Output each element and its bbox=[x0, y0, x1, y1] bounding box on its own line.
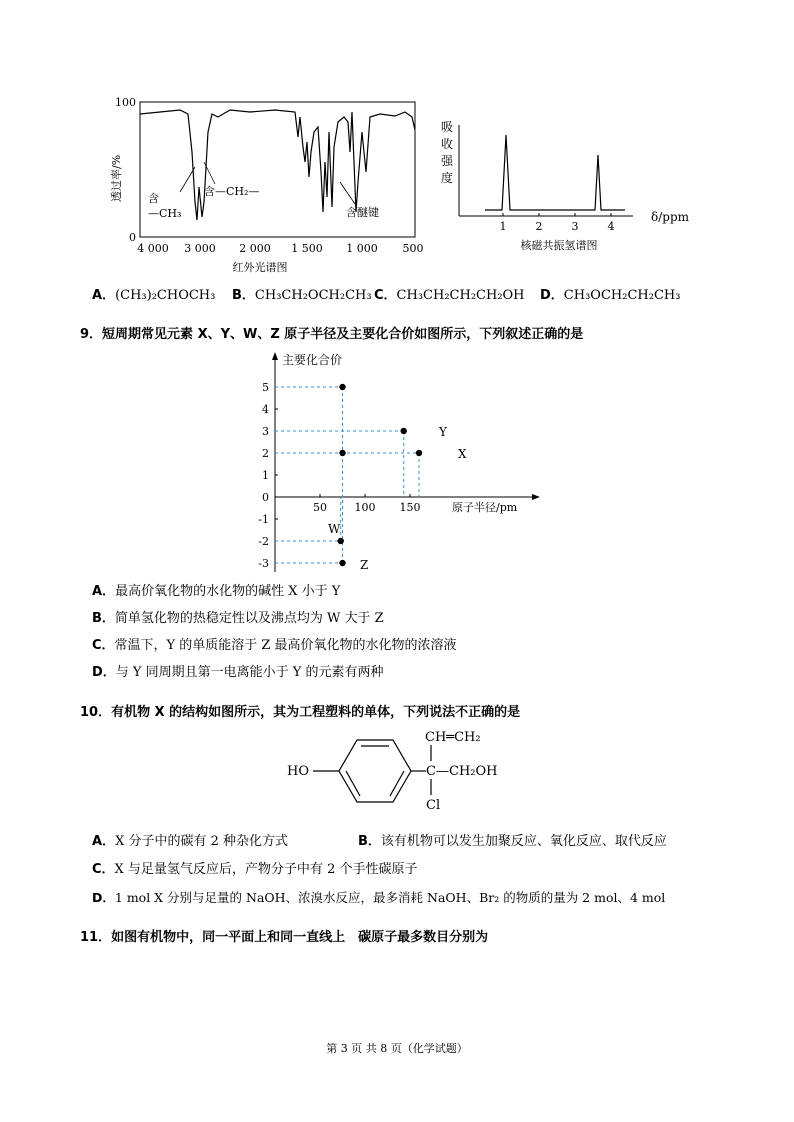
nmr-spectrum-chart bbox=[435, 115, 705, 255]
q10-option-c: C．X 与足量氢气反应后，产物分子中有 2 个手性碳原子 bbox=[92, 862, 418, 877]
q9-option-a: A．最高价氧化物的水化物的碱性 X 小于 Y bbox=[92, 584, 341, 599]
q9-point-x bbox=[416, 450, 422, 456]
ir-ether-label: 含醚键 bbox=[346, 206, 379, 219]
q10-cl: Cl bbox=[426, 798, 441, 813]
q9-x-arrow bbox=[532, 494, 540, 500]
nmr-y-char: 度 bbox=[441, 171, 454, 185]
ir-y-max: 100 bbox=[115, 96, 136, 109]
q9-y-tick: 5 bbox=[262, 381, 269, 394]
q9-y-tick: 2 bbox=[262, 447, 269, 460]
ir-x-tick: 4 000 bbox=[137, 242, 169, 255]
q10-option-b: B．该有机物可以发生加聚反应、氧化反应、取代反应 bbox=[358, 834, 667, 849]
nmr-y-char: 强 bbox=[441, 154, 454, 168]
q10-structure bbox=[285, 727, 515, 827]
q9-y-tick: -3 bbox=[258, 557, 269, 570]
nmr-spectrum-curve bbox=[485, 135, 625, 210]
nmr-x-axis-label: 核磁共振氢谱图 bbox=[520, 239, 598, 252]
ir-x-ticks bbox=[137, 242, 423, 255]
q9-label-y: Y bbox=[439, 425, 447, 439]
ir-y-zero: 0 bbox=[129, 231, 136, 244]
q9-x-axis-label: 原子半径/pm bbox=[452, 501, 518, 514]
page-footer: 第 3 页 共 8 页（化学试题） bbox=[326, 1042, 468, 1055]
q9-y-tick: -2 bbox=[258, 535, 269, 548]
q9-x-tick: 100 bbox=[354, 501, 376, 514]
q9-y-tick: 0 bbox=[262, 491, 269, 504]
q9-label-x: X bbox=[458, 447, 467, 461]
nmr-x-tick: 1 bbox=[499, 220, 507, 233]
ir-x-tick: 1 500 bbox=[291, 242, 323, 255]
q9-y-tick: 4 bbox=[262, 403, 269, 416]
q9-y-tick: -1 bbox=[258, 513, 269, 526]
q10-option-a: A．X 分子中的碳有 2 种杂化方式 bbox=[92, 834, 288, 849]
q8-option-d: D．CH₃OCH₂CH₂CH₃ bbox=[540, 288, 681, 303]
q9-point bbox=[339, 450, 345, 456]
q9-guide-lines bbox=[275, 387, 419, 563]
q9-option-c: C．常温下，Y 的单质能溶于 Z 最高价氧化物的水化物的浓溶液 bbox=[92, 638, 457, 653]
ir-ch2-label: 含—CH₂— bbox=[204, 185, 260, 198]
ir-x-tick: 1 000 bbox=[346, 242, 378, 255]
q11-stem: 11．如图有机物中，同一平面上和同一直线上 碳原子最多数目分别为 bbox=[80, 930, 489, 945]
ir-x-tick: 2 000 bbox=[239, 242, 271, 255]
nmr-y-char: 吸 bbox=[441, 120, 454, 134]
q9-points bbox=[338, 384, 423, 566]
q9-y-tick: 1 bbox=[262, 469, 269, 482]
q9-x-tick: 50 bbox=[313, 501, 327, 514]
nmr-x-tick: 3 bbox=[571, 220, 579, 233]
q10-stem: 10．有机物 X 的结构如图所示，其为工程塑料的单体，下列说法不正确的是 bbox=[80, 705, 521, 720]
ir-x-tick: 3 000 bbox=[184, 242, 216, 255]
q9-scatter-chart bbox=[240, 350, 550, 575]
q9-y-tick: 3 bbox=[262, 425, 269, 438]
ir-y-axis-label: 透过率/% bbox=[110, 154, 123, 202]
ir-x-axis-label: 红外光谱图 bbox=[232, 261, 288, 274]
q10-center-c: C bbox=[426, 764, 436, 779]
q9-stem: 9．短周期常见元素 X、Y、W、Z 原子半径及主要化合价如图所示，下列叙述正确的是 bbox=[80, 327, 584, 342]
q10-option-d: D．1 mol X 分别与足量的 NaOH、浓溴水反应，最多消耗 NaOH、Br₂ 的物质的量为 2 mol、4 mol bbox=[92, 890, 666, 905]
q9-label-w: W bbox=[328, 522, 341, 536]
q8-option-c: C．CH₃CH₂CH₂CH₂OH bbox=[374, 288, 525, 303]
ir-x-tick: 500 bbox=[402, 242, 424, 255]
q8-option-b: B．CH₃CH₂OCH₂CH₃ bbox=[232, 288, 372, 303]
q10-ch2oh: —CH₂OH bbox=[436, 764, 498, 779]
nmr-x-tick: 4 bbox=[607, 220, 615, 233]
q9-point-w bbox=[338, 538, 344, 544]
q9-y-arrow bbox=[272, 352, 278, 360]
q9-point-z bbox=[339, 560, 345, 566]
ir-spectrum-curve bbox=[140, 110, 415, 220]
q9-option-d: D．与 Y 同周期且第一电离能小于 Y 的元素有两种 bbox=[92, 665, 384, 680]
nmr-x-tick: 2 bbox=[535, 220, 543, 233]
q9-point bbox=[339, 384, 345, 390]
ir-ch3-pointer bbox=[180, 167, 195, 192]
q9-label-z: Z bbox=[360, 558, 369, 572]
ir-ch3-label-top: 含 bbox=[148, 192, 159, 205]
q9-x-tick: 150 bbox=[399, 501, 421, 514]
q10-ho: HO bbox=[287, 764, 309, 779]
q8-option-a: A．(CH₃)₂CHOCH₃ bbox=[92, 288, 216, 303]
benzene-ring bbox=[339, 740, 411, 802]
nmr-x-unit: δ/ppm bbox=[651, 210, 690, 224]
q10-vinyl: CH═CH₂ bbox=[425, 730, 481, 745]
ir-ether-pointer bbox=[340, 182, 355, 204]
q9-option-b: B．简单氢化物的热稳定性以及沸点均为 W 大于 Z bbox=[92, 611, 384, 626]
ir-spectrum-chart bbox=[100, 92, 440, 277]
q9-y-axis-label: 主要化合价 bbox=[282, 353, 343, 367]
ir-ch3-label-bottom: —CH₃ bbox=[148, 207, 182, 220]
q9-point-y bbox=[401, 428, 407, 434]
nmr-y-char: 收 bbox=[441, 137, 454, 151]
